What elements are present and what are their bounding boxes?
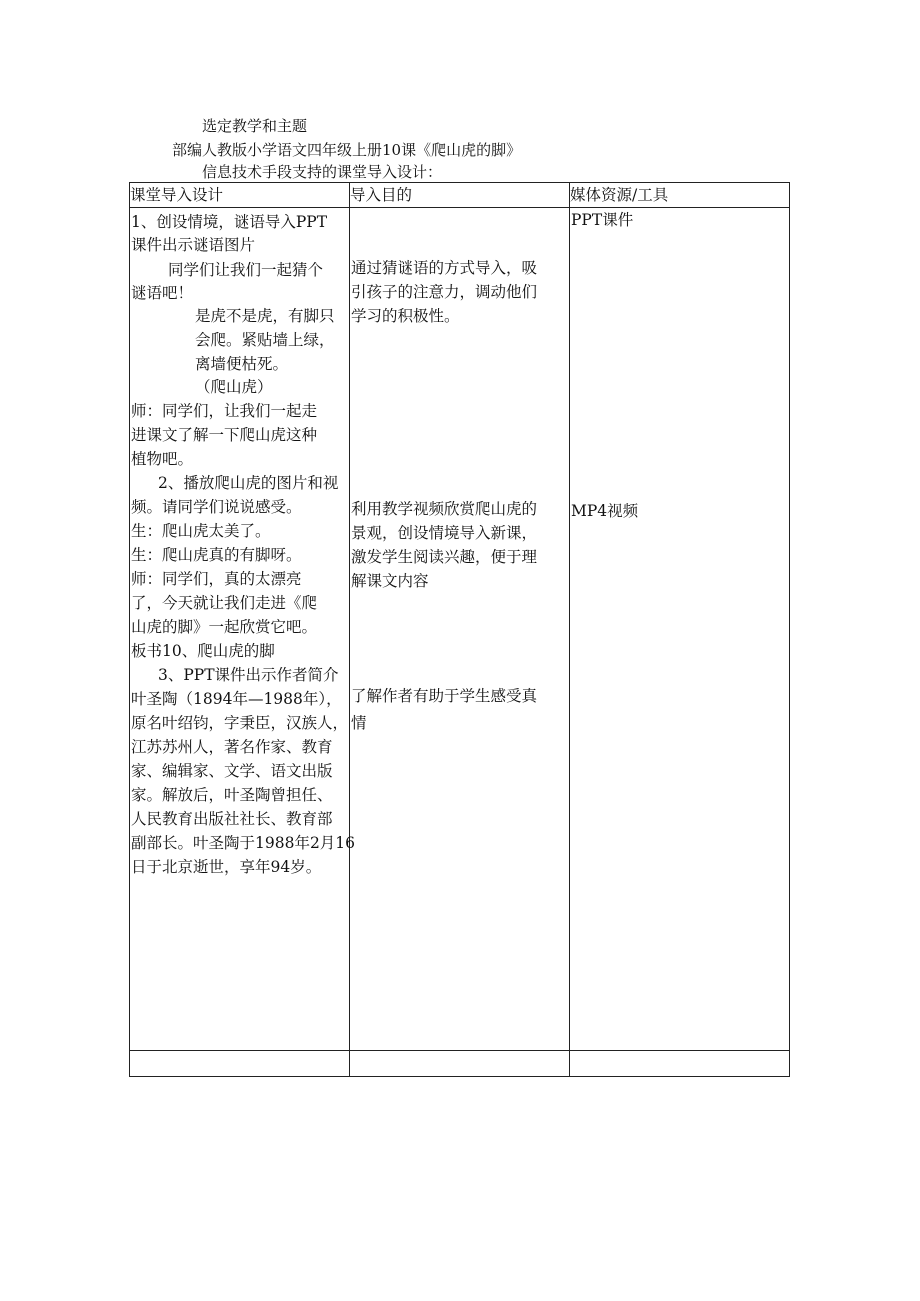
purpose-line: 激发学生阅读兴趣，便于理 [351, 548, 538, 566]
design-line: 生：爬山虎真的有脚呀。 [131, 546, 302, 564]
table-row [130, 208, 790, 1051]
empty-cell [570, 1051, 790, 1077]
design-line: 会爬。紧贴墙上绿， [195, 331, 335, 349]
design-line: 植物吧。 [131, 450, 194, 468]
design-line: 谜语吧！ [131, 284, 194, 302]
design-line: 频。请同学们说说感受。 [131, 498, 302, 516]
design-line: 山虎的脚》一起欣赏它吧。 [131, 618, 318, 636]
purpose-line: 了解作者有助于学生感受真 [351, 687, 538, 705]
purpose-line: 引孩子的注意力，调动他们 [351, 283, 538, 301]
column-header-purpose: 导入目的 [350, 183, 570, 208]
design-line: 生：爬山虎太美了。 [131, 522, 271, 540]
design-line: 原名叶绍钧，字秉臣，汉族人， [131, 714, 349, 732]
purpose-line: 情 [351, 714, 367, 732]
empty-cell [350, 1051, 570, 1077]
design-line: 师：同学们，让我们一起走 [131, 402, 318, 420]
design-line: 1、创设情境，谜语导入PPT [131, 213, 328, 231]
design-line: 离墙便枯死。 [195, 355, 289, 373]
design-line: 课件出示谜语图片 [131, 236, 256, 254]
table-row [130, 1051, 790, 1077]
media-line: MP4视频 [571, 502, 639, 520]
design-line: 江苏苏州人，著名作家、教育 [131, 738, 333, 756]
design-line: 2、播放爬山虎的图片和视 [158, 474, 339, 492]
design-line: 师：同学们，真的太漂亮 [131, 570, 302, 588]
design-line: 叶圣陶（1894年—1988年）， [131, 690, 342, 708]
column-header-design: 课堂导入设计 [130, 183, 350, 208]
table-header-row [130, 183, 790, 208]
design-line: （爬山虎） [195, 378, 273, 396]
design-line: 日于北京逝世，享年94岁。 [131, 858, 322, 876]
design-line: 人民教育出版社社长、教育部 [131, 810, 333, 828]
column-header-media: 媒体资源/工具 [570, 183, 790, 208]
purpose-cell [350, 208, 570, 1051]
design-line: 是虎不是虎，有脚只 [195, 307, 335, 325]
purpose-line: 通过猜谜语的方式导入，吸 [351, 259, 538, 277]
design-line: 同学们让我们一起猜个 [168, 261, 324, 279]
design-line: 家、编辑家、文学、语文出版 [131, 762, 333, 780]
design-caption: 信息技术手段支持的课堂导入设计： [202, 163, 443, 181]
empty-cell [130, 1051, 350, 1077]
design-line: 3、PPT课件出示作者简介 [158, 666, 339, 684]
design-line: 板书10、爬山虎的脚 [131, 642, 275, 660]
title-line: 选定教学和主题 [202, 117, 308, 135]
purpose-line: 学习的积极性。 [351, 307, 460, 325]
design-cell [130, 208, 356, 1051]
lesson-plan-table [129, 182, 790, 1077]
design-line: 副部长。叶圣陶于1988年2月16 [131, 834, 356, 852]
purpose-line: 景观，创设情境导入新课， [351, 524, 538, 542]
media-cell [570, 208, 790, 1051]
purpose-line: 利用教学视频欣赏爬山虎的 [351, 500, 538, 518]
design-line: 进课文了解一下爬山虎这种 [131, 426, 318, 444]
media-line: PPT课件 [571, 211, 634, 229]
design-line: 了，今天就让我们走进《爬 [131, 594, 318, 612]
purpose-line: 解课文内容 [351, 572, 429, 590]
design-line: 家。解放后，叶圣陶曾担任、 [131, 786, 333, 804]
lesson-line: 部编人教版小学语文四年级上册10课《爬山虎的脚》 [172, 141, 522, 159]
